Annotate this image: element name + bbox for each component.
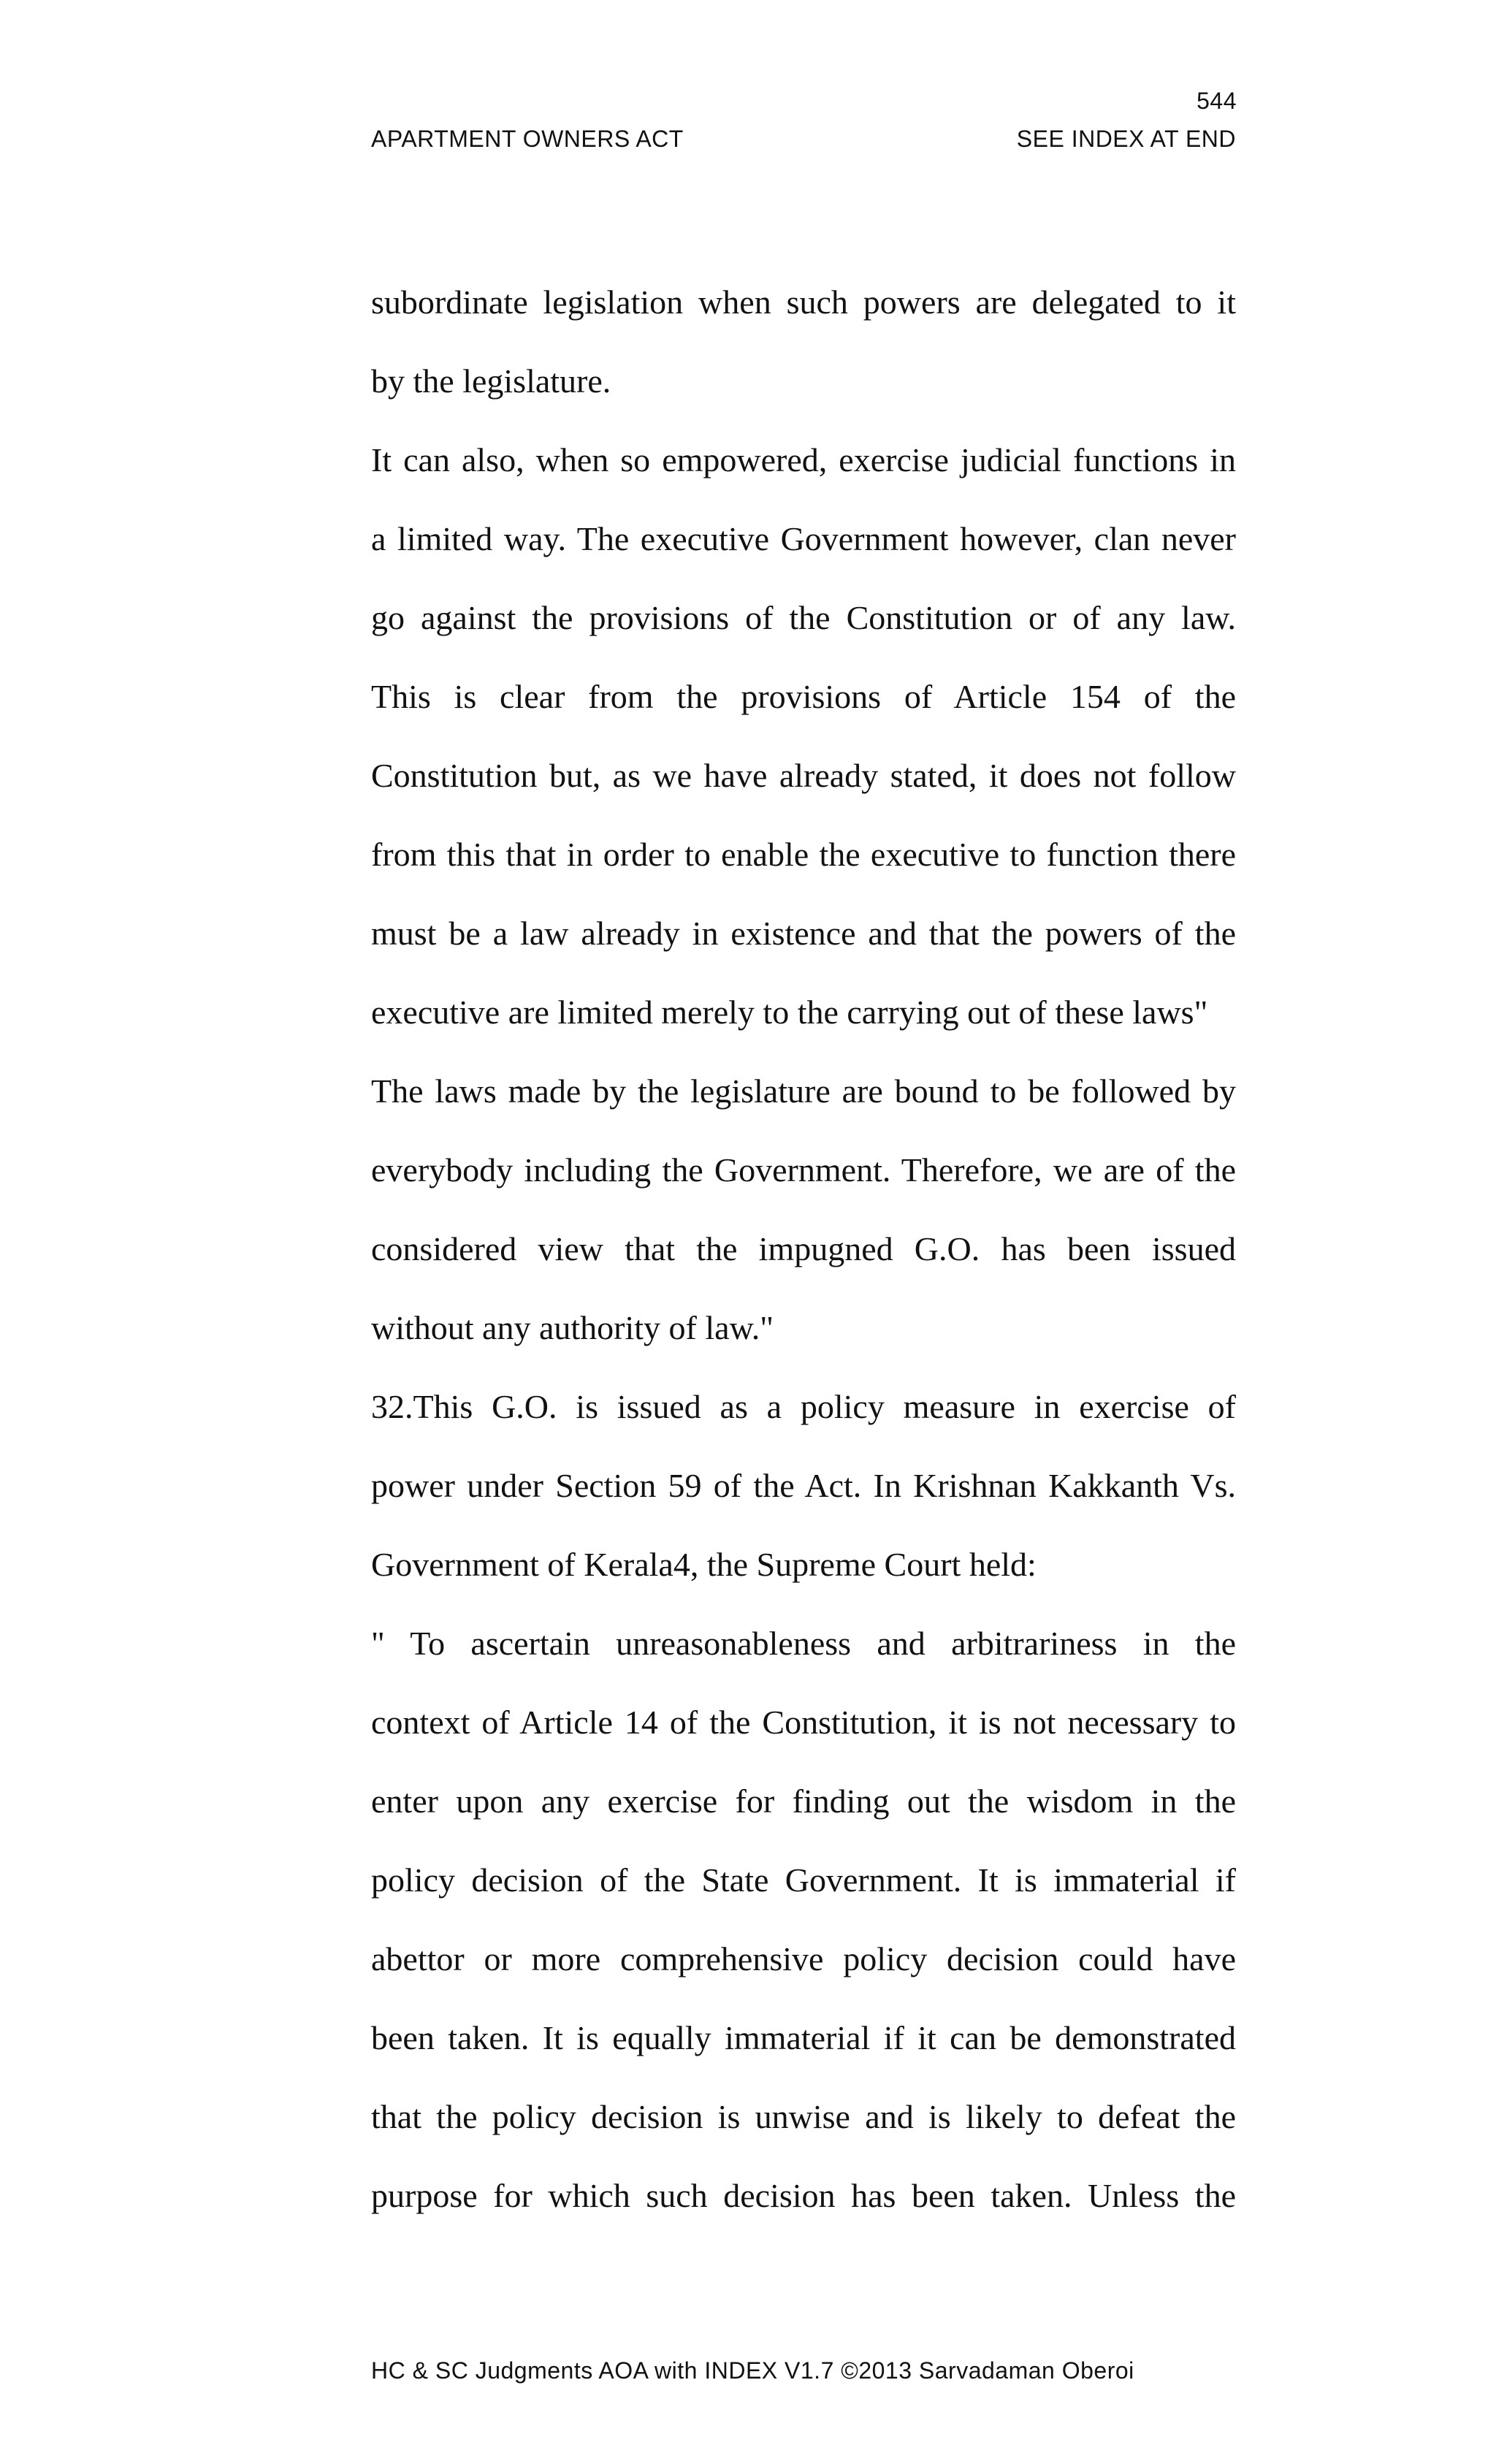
page-footer: HC & SC Judgments AOA with INDEX V1.7 ©2013 Sarvadaman Oberoi [371,2357,1134,2384]
text-line: everybody including the Government. Therefore, we are of the [371,1151,1236,1189]
text-line: that the policy decision is unwise and is likely to defeat the [371,2098,1236,2135]
text-line: without any authority of law." [371,1309,774,1346]
text-line: Government of Kerala4, the Supreme Court held: [371,1546,1037,1583]
text-line: been taken. It is equally immaterial if it can be demonstrated [371,2019,1236,2056]
text-line: executive are limited merely to the carrying out of these laws" [371,993,1208,1031]
text-line: must be a law already in existence and that the powers of the [371,915,1236,952]
text-line: 32.This G.O. is issued as a policy measure in exercise of [371,1388,1236,1425]
page-number: 544 [1197,88,1237,114]
text-line: go against the provisions of the Constitution or of any law. [371,599,1236,636]
text-line: from this that in order to enable the executive to function there [371,836,1236,873]
text-line: " To ascertain unreasonableness and arbitrariness in the [371,1625,1236,1662]
text-line: a limited way. The executive Government however, clan never [371,520,1236,557]
body-text [371,263,1236,2235]
text-line: policy decision of the State Government. It is immaterial if [371,1861,1236,1899]
header-title: APARTMENT OWNERS ACT [371,126,684,152]
text-line: purpose for which such decision has been taken. Unless the [371,2177,1236,2214]
text-line: This is clear from the provisions of Article 154 of the [371,678,1236,715]
text-line: enter upon any exercise for finding out the wisdom in the [371,1782,1236,1820]
header-index-note: SEE INDEX AT END [1016,126,1236,152]
running-header [371,124,1236,153]
text-line: Constitution but, as we have already stated, it does not follow [371,757,1236,794]
text-line: subordinate legislation when such powers are delegated to it [371,283,1236,321]
text-line: context of Article 14 of the Constitution, it is not necessary to [371,1704,1236,1741]
text-line: It can also, when so empowered, exercise judicial functions in [371,441,1236,478]
text-line: considered view that the impugned G.O. has been issued [371,1230,1236,1267]
text-line: by the legislature. [371,362,611,400]
text-line: abettor or more comprehensive policy decision could have [371,1940,1236,1977]
text-line: power under Section 59 of the Act. In Krishnan Kakkanth Vs. [371,1467,1236,1504]
text-line: The laws made by the legislature are bound to be followed by [371,1072,1236,1110]
